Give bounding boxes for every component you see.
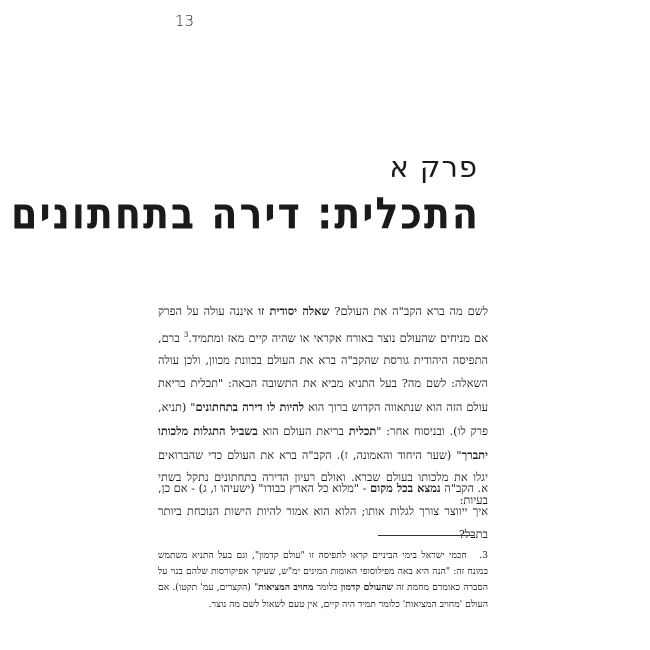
text-span: בריאת העולם הוא: [262, 424, 344, 438]
footnote-ref: 3: [183, 330, 189, 339]
bold-span: מחויב המציאות: [258, 582, 314, 594]
text-span: כלומר: [316, 582, 338, 594]
text-span: לשם מה ברא הקב"ה את העולם?: [334, 305, 489, 318]
bold-span: להיות לו דירה בתחתונים: [195, 399, 305, 414]
bold-span: בשביל התגלות מלכותו יתברך: [158, 423, 488, 462]
bold-span: שהעולם קדמון: [340, 582, 393, 594]
text-span: ברם, התפיסה היהודית גורסת שהקב"ה ברא את העולם בכוונת מכוון, ולכן עולה השאלה: לשם מה? בעל התניא מביא את התשובה הבאה: "תכלית בריאת עולם הזה הוא שנתאווה הקדוש ברוך הוא: [158, 331, 488, 414]
chapter-label: פרק א: [389, 150, 478, 184]
footnote-number: 3.: [479, 550, 489, 561]
text-span: - "מלוא כל הארץ כבודו" (ישעיהו ו, ג) - אם כן, איך ייווצר צורך לגלות אותו; הלוא הוא אמור להיות הישות הנוכחת ביותר בתבל?: [158, 482, 488, 541]
text-span: " (הקצרים, עמ' תקטו). אם העולם 'מחויב המציאות' כלומר תמיד היה קיים, אין טעם לשאול לשם מה נוצר.: [158, 582, 488, 610]
footnote: [158, 548, 488, 613]
bold-span: תכלית: [348, 423, 377, 438]
bold-span: שאלה יסודית זו: [258, 304, 330, 318]
text-span: איננה עולה על הפרק אם מניחים שהעולם נוצר באורח אקראי או שהיה קיים מאז ומתמיד.: [158, 305, 488, 345]
text-span: " (תניא, פרק לו). ובניסוח אחר: ": [158, 400, 489, 438]
bold-span: נמצא בכל מקום: [370, 481, 441, 495]
text-span: חכמי ישראל בימי הביניים קראו לתפיסה זו "עולם קדמון", וגם בעל התניא משתמש במונח זה: "הנה היא באה מפילוסופי האומות המינים ימ"ש, שעיקר אפיקורסות שלהם בנוי על הסברה כאומרם מחמת זה: [158, 550, 488, 594]
item-prefix: א. הקב"ה: [444, 482, 488, 495]
text-span: " (שער היחוד והאמונה, ז). הקב"ה ברא את העולם כדי שהברואים יגלו את מלכותו בעולם שברא. ואולם רעיון הדירה בתחתונים נתקל בשתי בעיות:: [158, 448, 488, 508]
footnote-divider: [378, 535, 474, 536]
chapter-title: התכלית: דירה בתחתונים: [11, 188, 480, 239]
page-number: 13: [175, 12, 195, 30]
